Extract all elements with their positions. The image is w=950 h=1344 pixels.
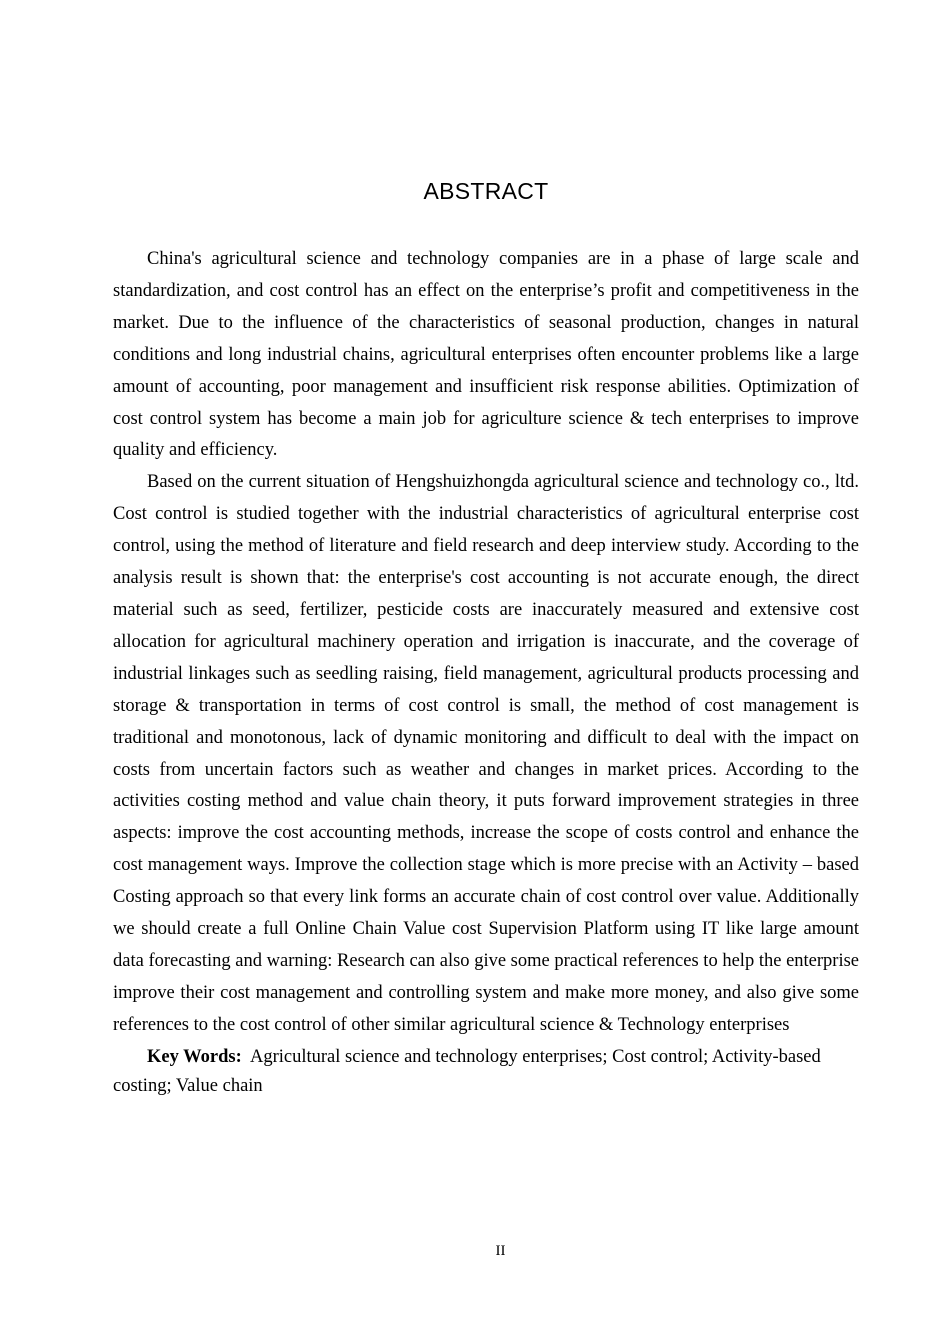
abstract-paragraph-1: China's agricultural science and technology companies are in a phase of large scale and standardization, and cost control has an effect on the enterprise’s profit and competitiveness in the market. Due to the influence of the characteristics of seasonal production, changes in natural conditions and long industrial chains, agricultural enterprises often encounter problems like a large amount of accounting, poor management and insufficient risk response abilities. Optimization of cost control system has become a main job for agriculture science & tech enterprises to improve quality and efficiency. [113,249,859,461]
page-number: II [495,1243,506,1259]
abstract-body [113,244,859,1101]
keywords-line [113,1043,859,1101]
keywords-text: Agricultural science and technology enterprises; Cost control; Activity-based costing; Value chain [113,1046,821,1096]
keywords-label: Key Words: [147,1046,242,1067]
abstract-paragraph-2: Based on the current situation of Hengshuizhongda agricultural science and technology co., ltd. Cost control is studied together with the industrial characteristics of agricultural enterprise cost control, using the method of literature and field research and deep interview study. According to the analysis result is shown that: the enterprise's cost accounting is not accurate enough, the direct material such as seed, fertilizer, pesticide costs are inaccurately measured and extensive cost allocation for agricultural machinery operation and irrigation is inaccurate, and the coverage of industrial linkages such as seedling raising, field management, agricultural products processing and storage & transportation in terms of cost control is small, the method of cost management is traditional and monotonous, lack of dynamic monitoring and difficult to deal with the impact on costs from uncertain factors such as weather and changes in market prices. According to the activities costing method and value chain theory, it puts forward improvement strategies in three aspects: improve the cost accounting methods, increase the scope of costs control and enhance the cost management ways. Improve the collection stage which is more precise with an Activity – based Costing approach so that every link forms an accurate chain of cost control over value. Additionally we should create a full Online Chain Value cost Supervision Platform using IT like large amount data forecasting and warning: Research can also give some practical references to help the enterprise improve their cost management and controlling system and make more money, and also give some references to the cost control of other similar agricultural science & Technology enterprises [113,472,859,1035]
abstract-title: ABSTRACT [423,178,549,204]
